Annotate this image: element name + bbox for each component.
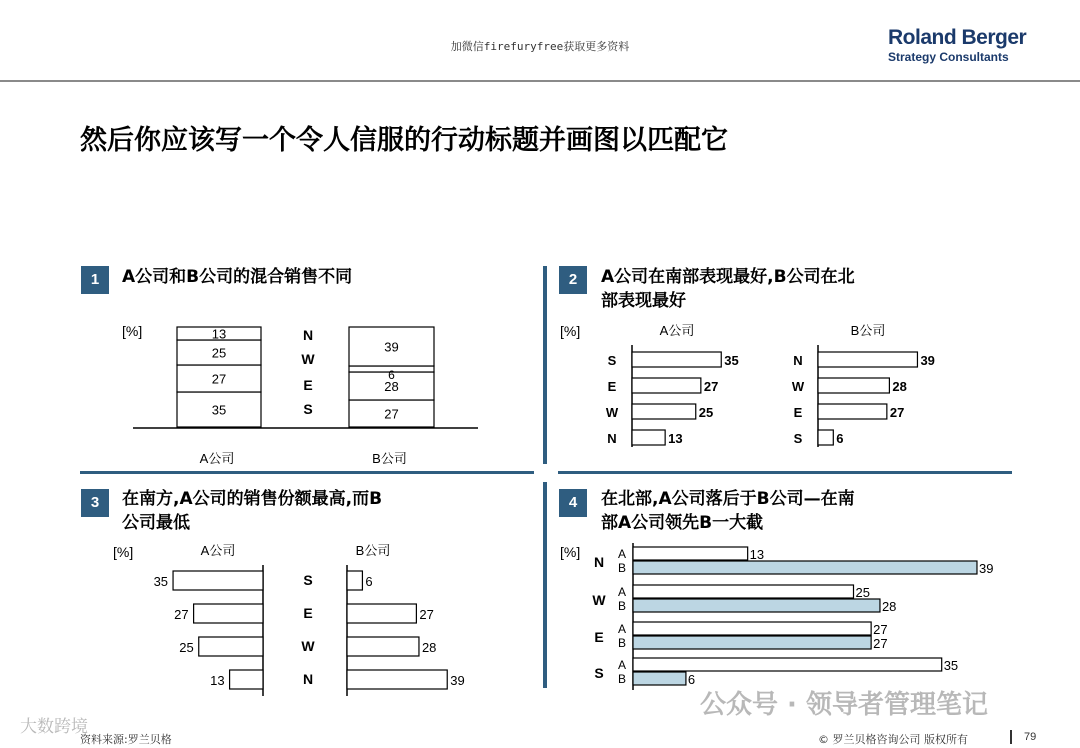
- chart4-value-b: 28: [881, 599, 897, 614]
- chart4-bar-b: [633, 561, 977, 574]
- chart3-company-a-label: A公司: [200, 543, 236, 558]
- panel-4-title-line-1: 在北部,A公司落后于B公司—在南: [601, 489, 855, 509]
- chart2-bar-value: 13: [668, 431, 683, 446]
- page-number: 79: [1024, 731, 1037, 743]
- chart2-bar-value: 27: [889, 405, 905, 420]
- chart2-bar-value: 28: [892, 379, 907, 394]
- chart4-series-a-label: A: [617, 547, 627, 561]
- page-title: 然后你应该写一个令人信服的行动标题并画图以匹配它: [80, 125, 728, 156]
- chart3-bar-b: [347, 670, 447, 689]
- chart4-value-a: 27: [873, 622, 888, 637]
- panel-2-badge: 2: [559, 266, 587, 294]
- chart4-series-b-label: B: [617, 636, 627, 650]
- chart2-bar-value: 39: [920, 353, 935, 368]
- chart4-series-b-label: B: [617, 561, 627, 575]
- chart2-category-label: S: [793, 431, 803, 446]
- chart4-series-b-label: B: [617, 672, 627, 686]
- wechat-watermark: 公众号 · 领导者管理笔记: [700, 690, 988, 720]
- chart3-bar-a: [230, 670, 263, 689]
- footer-copyright: © 罗兰贝格咨询公司 版权所有: [818, 733, 968, 746]
- chart3-value-a: 35: [153, 574, 169, 589]
- chart2-bar: [818, 404, 887, 419]
- chart3-bar-b: [347, 637, 419, 656]
- chart2-bar-value: 35: [724, 353, 739, 368]
- chart4-region-label: E: [594, 629, 604, 645]
- chart2-category-label: E: [607, 379, 617, 394]
- logo-subtitle: Strategy Consultants: [888, 50, 1009, 64]
- chart2-category-label: W: [605, 405, 619, 420]
- chart3-value-a: 25: [179, 640, 194, 655]
- chart2-bar: [818, 430, 833, 445]
- chart3-bar-a: [199, 637, 263, 656]
- chart4-bar-a: [633, 585, 854, 598]
- chart2-bar-value: 27: [703, 379, 719, 394]
- chart1-segment-value: 27: [384, 406, 399, 422]
- chart1-region-label: N: [302, 327, 314, 343]
- panel-4-title-line-2: 部A公司领先B一大截: [601, 513, 764, 533]
- chart3-region-label: W: [301, 638, 315, 654]
- chart4-bar-a: [633, 547, 748, 560]
- chart1-segment-value: 27: [211, 371, 227, 387]
- chart1-segment-value: 35: [211, 402, 227, 418]
- chart3-bar-a: [194, 604, 263, 623]
- chart3-value-a: 13: [210, 673, 225, 688]
- chart2-bar: [632, 404, 696, 419]
- chart3-bar-a: [173, 571, 263, 590]
- footer-separator: [1010, 730, 1012, 744]
- chart3-value-b: 6: [365, 574, 373, 589]
- panel-2-title-line-1: A公司在南部表现最好,B公司在北: [601, 267, 855, 287]
- chart4-value-b: 39: [978, 561, 994, 576]
- chart2-category-label: W: [791, 379, 805, 394]
- chart3-company-b-label: B公司: [355, 543, 391, 558]
- chart2-bar: [632, 430, 665, 445]
- chart2-category-label: S: [607, 353, 617, 368]
- chart3-value-a: 27: [174, 607, 189, 622]
- chart3-region-label: E: [303, 605, 313, 621]
- panel-1-title-line: A公司和B公司的混合销售不同: [122, 267, 353, 287]
- chart4-percent-label: [%]: [560, 544, 581, 560]
- chart4-value-a: 35: [943, 658, 959, 673]
- chart4-bar-b: [633, 672, 686, 685]
- chart4-bar-b: [633, 599, 880, 612]
- footer-source: 资料来源:罗兰贝格: [80, 733, 172, 746]
- chart4-series-b-label: B: [617, 599, 627, 613]
- chart3-percent-label: [%]: [113, 544, 134, 560]
- chart4-value-b: 6: [687, 672, 696, 687]
- chart2-bar-value: 6: [836, 431, 844, 446]
- panel-3-title-line-2: 公司最低: [122, 513, 190, 533]
- chart4-series-a-label: A: [617, 658, 627, 672]
- chart3-value-b: 27: [419, 607, 434, 622]
- chart2-category-label: N: [793, 353, 803, 368]
- chart2-company-label: A公司: [659, 323, 695, 338]
- chart1-segment-value: 25: [211, 345, 227, 361]
- chart1-segment-value: 39: [384, 339, 399, 355]
- chart2-bar: [632, 352, 721, 367]
- chart2-category-label: E: [793, 405, 803, 420]
- chart4-series-a-label: A: [617, 585, 627, 599]
- chart4-bar-a: [633, 622, 871, 635]
- chart4-region-label: S: [594, 665, 604, 681]
- chart1-region-label: E: [303, 377, 313, 393]
- chart4-bar-a: [633, 658, 942, 671]
- panel-3-title-line-1: 在南方,A公司的销售份额最高,而B: [122, 489, 383, 509]
- chart2-bar-value: 25: [698, 405, 714, 420]
- chart1-region-label: W: [301, 351, 315, 367]
- panel-2-title-line-2: 部表现最好: [601, 291, 686, 311]
- chart3-bar-b: [347, 571, 362, 590]
- chart3-region-label: N: [302, 671, 314, 687]
- chart4-bar-b: [633, 636, 871, 649]
- panel-4-badge: 4: [559, 489, 587, 517]
- chart1-segment-value: 6: [388, 368, 395, 382]
- chart1-segment-value: 13: [211, 326, 227, 342]
- chart3-value-b: 39: [450, 673, 465, 688]
- header-note: 加微信firefuryfree获取更多资料: [450, 40, 630, 53]
- chart3-value-b: 28: [421, 640, 437, 655]
- chart2-bar: [632, 378, 701, 393]
- chart4-region-label: N: [593, 554, 605, 570]
- chart1-category-label: A公司: [199, 451, 235, 466]
- roland-berger-logo: Roland Berger: [888, 26, 1027, 49]
- chart1-segment-value: 28: [384, 379, 399, 394]
- chart4-value-b: 27: [873, 636, 888, 651]
- corner-watermark: 大数跨境: [20, 717, 88, 737]
- chart1-category-label: B公司: [372, 451, 407, 466]
- chart3-region-label: S: [303, 572, 313, 588]
- chart2-percent-label: [%]: [560, 323, 581, 339]
- chart1-region-label: S: [303, 401, 313, 417]
- chart4-series-a-label: A: [617, 622, 627, 636]
- chart3-bar-b: [347, 604, 416, 623]
- chart2-bar: [818, 378, 889, 393]
- panel-3-badge: 3: [81, 489, 109, 517]
- chart4-region-label: W: [592, 592, 606, 608]
- chart2-bar: [818, 352, 917, 367]
- chart1-percent-label: [%]: [122, 323, 143, 339]
- panel-1-badge: 1: [81, 266, 109, 294]
- chart4-value-a: 25: [855, 585, 870, 600]
- chart2-company-label: B公司: [850, 323, 886, 338]
- chart2-category-label: N: [607, 431, 617, 446]
- chart4-value-a: 13: [749, 547, 765, 562]
